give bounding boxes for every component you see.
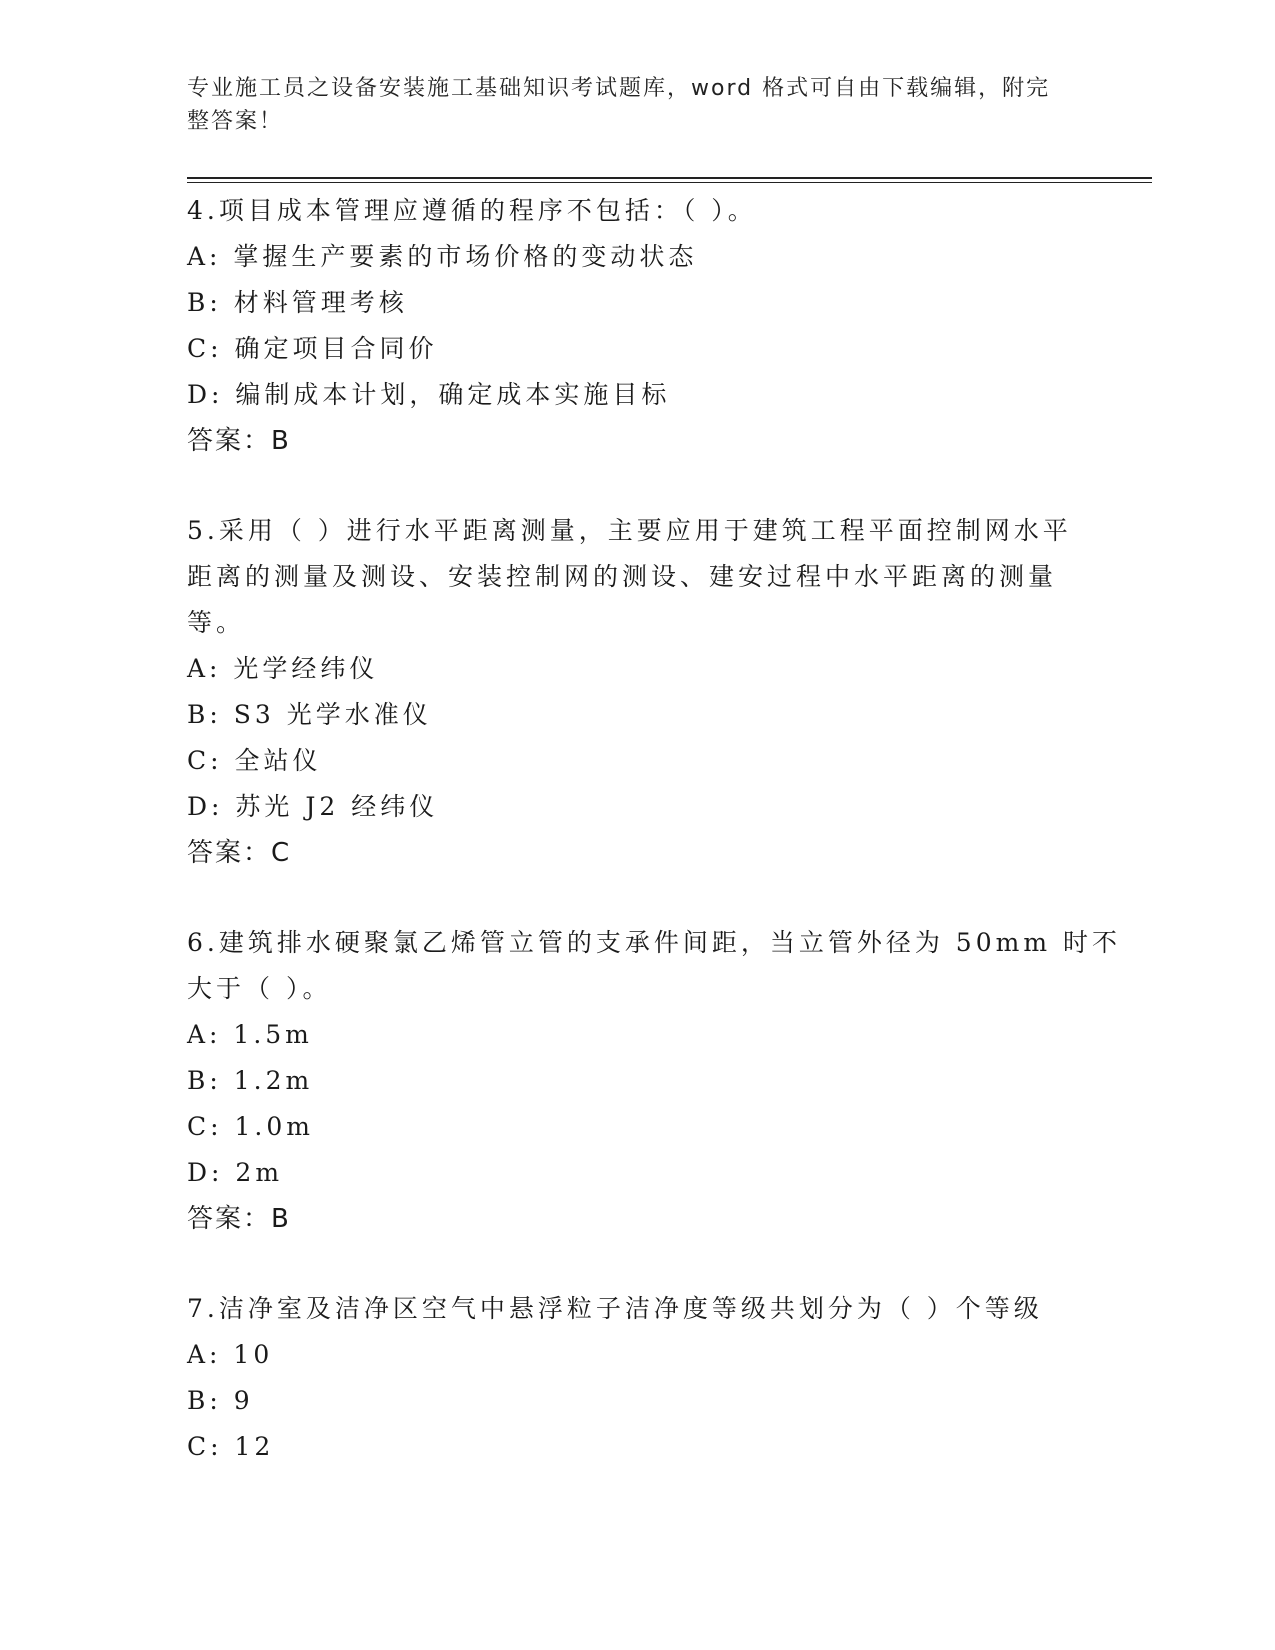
option-d: D: 苏光 J2 经纬仪 <box>187 792 439 821</box>
question-stem: 等。 <box>187 608 246 637</box>
option-b: B: S3 光学水准仪 <box>187 700 432 729</box>
answer: 答案：C <box>187 838 292 868</box>
option-a: A: 10 <box>187 1340 274 1369</box>
spacer <box>187 876 1087 920</box>
question-stem: 距离的测量及测设、安装控制网的测设、建安过程中水平距离的测量 <box>187 562 1058 591</box>
header-line-1: 专业施工员之设备安装施工基础知识考试题库，word 格式可自由下载编辑，附完 <box>187 76 1051 101</box>
header-line-2: 整答案！ <box>187 109 284 134</box>
option-b: B: 1.2m <box>187 1066 314 1095</box>
option-b: B: 材料管理考核 <box>187 288 408 317</box>
header-divider <box>187 177 1152 179</box>
spacer <box>187 464 1087 508</box>
header-divider-thin <box>187 182 1152 183</box>
question-stem: 4.项目成本管理应遵循的程序不包括：（ ）。 <box>187 196 757 225</box>
spacer <box>187 1242 1087 1286</box>
answer: 答案：B <box>187 426 291 456</box>
option-a: A: 光学经纬仪 <box>187 654 379 683</box>
question-stem: 大于（ ）。 <box>187 974 332 1003</box>
document-header <box>187 72 1077 138</box>
answer: 答案：B <box>187 1204 291 1234</box>
option-c: C: 1.0m <box>187 1112 314 1141</box>
option-c: C: 12 <box>187 1432 275 1461</box>
option-c: C: 确定项目合同价 <box>187 334 438 363</box>
option-a: A: 掌握生产要素的市场价格的变动状态 <box>187 242 698 271</box>
question-6 <box>187 920 1121 1242</box>
question-stem: 6.建筑排水硬聚氯乙烯管立管的支承件间距，当立管外径为 50mm 时不 <box>187 928 1121 957</box>
option-d: D: 编制成本计划，确定成本实施目标 <box>187 380 671 409</box>
option-c: C: 全站仪 <box>187 746 322 775</box>
question-list <box>187 188 1121 1470</box>
question-7 <box>187 1286 1087 1470</box>
question-stem: 7.洁净室及洁净区空气中悬浮粒子洁净度等级共划分为（ ）个等级 <box>187 1294 1043 1323</box>
option-d: D: 2m <box>187 1158 284 1187</box>
option-b: B: 9 <box>187 1386 254 1415</box>
question-4 <box>187 188 1087 464</box>
option-a: A: 1.5m <box>187 1020 313 1049</box>
question-stem: 5.采用（ ）进行水平距离测量，主要应用于建筑工程平面控制网水平 <box>187 516 1072 545</box>
question-5 <box>187 508 1087 876</box>
